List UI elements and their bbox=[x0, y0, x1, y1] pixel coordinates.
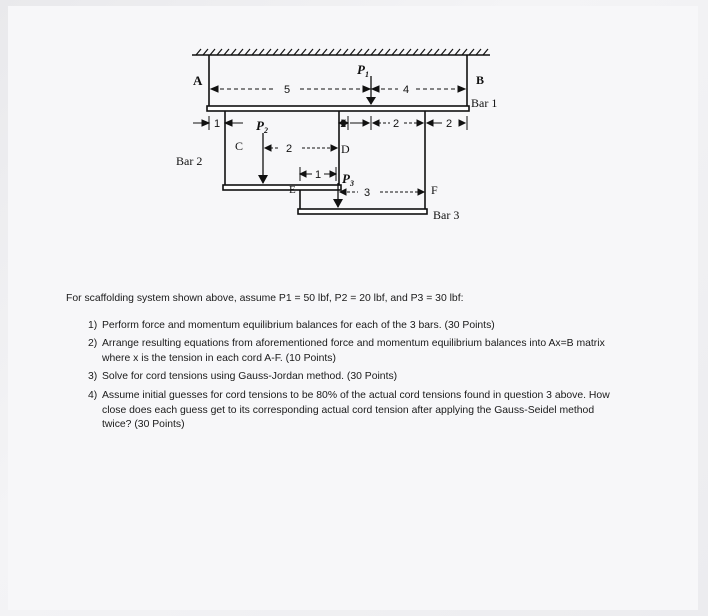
dimension-row-bar2 bbox=[265, 145, 337, 151]
question-list bbox=[66, 319, 626, 433]
dimension-row-bar1 bbox=[211, 86, 465, 92]
problem-intro: For scaffolding system shown above, assume P1 = 50 lbf, P2 = 20 lbf, and P3 = 30 lbf: bbox=[66, 293, 464, 304]
dim-bar2-span: 2 bbox=[286, 143, 293, 155]
problem-statement bbox=[66, 292, 626, 437]
label-bar-1: Bar 1 bbox=[471, 96, 498, 110]
bar-3 bbox=[298, 209, 427, 214]
dim-bar1-right: 4 bbox=[403, 84, 410, 96]
label-p3: $P_3$ bbox=[342, 171, 354, 188]
question-item: 3) Solve for cord tensions using Gauss-Jordan method. (30 Points) bbox=[88, 371, 398, 383]
label-bar-2: Bar 2 bbox=[176, 154, 203, 168]
label-f: F bbox=[431, 183, 438, 197]
label-bar-3: Bar 3 bbox=[433, 208, 460, 222]
dimension-row-bar1-lower bbox=[193, 116, 467, 130]
question-item: 4) Assume initial guesses for cord tensions to be 80% of the actual cord tensions found in question 3 above. How close does each guess get to its corresponding actual cord tension after applying the Gauss-Seidel method twice? (30 Points) bbox=[88, 389, 610, 431]
load-p2-arrow bbox=[258, 133, 268, 184]
label-p2: $P_2$ bbox=[256, 118, 268, 135]
dim-bar3-offset: 1 bbox=[315, 169, 322, 181]
dim-left-one: 1 bbox=[214, 118, 221, 130]
dim-bar1-d2: 2 bbox=[393, 118, 400, 130]
label-b: B bbox=[476, 73, 485, 87]
bar-1 bbox=[207, 106, 469, 111]
label-p1: $P_1$ bbox=[357, 62, 369, 79]
label-e: E bbox=[289, 184, 296, 196]
dim-bar1-left: 5 bbox=[284, 84, 291, 96]
scaffolding-diagram bbox=[0, 0, 708, 290]
label-d: D bbox=[341, 142, 350, 156]
dim-bar1-d1: 1 bbox=[340, 118, 347, 130]
label-a: A bbox=[193, 73, 203, 88]
dim-bar3-span: 3 bbox=[364, 187, 371, 199]
ceiling-support bbox=[192, 49, 490, 55]
question-item: 2) Arrange resulting equations from aforementioned force and momentum equilibrium balances into Ax=B matrix where x is the tension in each cord A-F. (10 Points) bbox=[88, 338, 605, 364]
label-c: C bbox=[235, 139, 244, 153]
dim-bar1-d3: 2 bbox=[446, 118, 453, 130]
question-item: 1) Perform force and momentum equilibrium balances for each of the 3 bars. (30 Points) bbox=[88, 319, 495, 331]
bar-2 bbox=[223, 185, 341, 190]
